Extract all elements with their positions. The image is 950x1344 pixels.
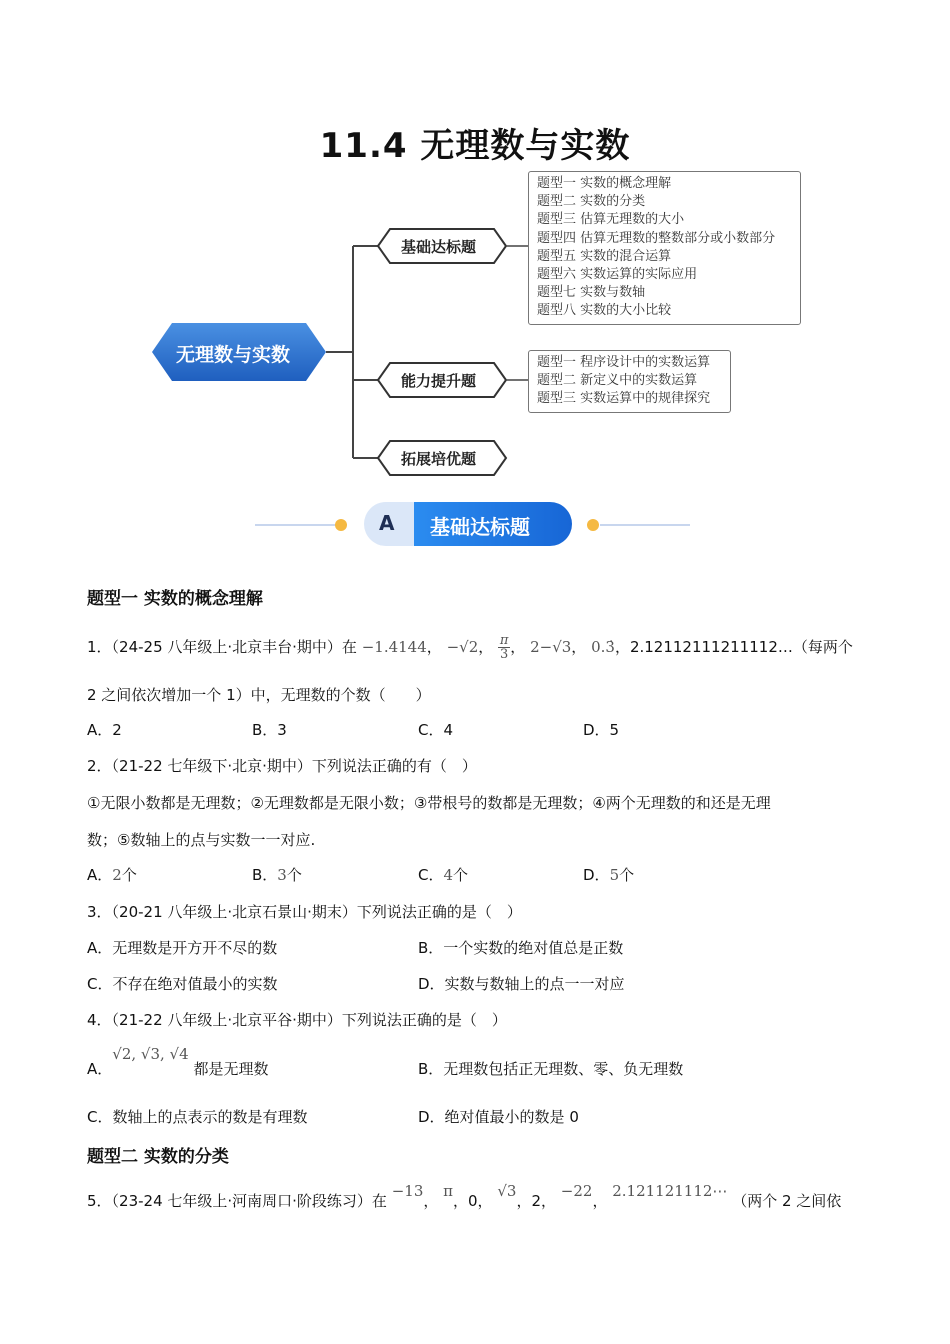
topic-item: 题型四 估算无理数的整数部分或小数部分: [537, 230, 776, 246]
topic-item: 题型二 实数的分类: [537, 194, 646, 210]
math-term: 0.3̇: [591, 638, 615, 656]
option-c: C．4个: [418, 866, 469, 884]
topic-item: 题型三 估算无理数的大小: [537, 212, 685, 228]
option-b: B．3: [252, 721, 287, 739]
question-1-line-2: 2 之间依次增加一个 1）中，无理数的个数（ ）: [87, 686, 431, 704]
option-c: C．不存在绝对值最小的实数: [87, 975, 278, 993]
mindmap-diagram: [0, 0, 950, 560]
branch-label-advanced: 能力提升题: [401, 372, 477, 390]
math-term: −13: [391, 1182, 424, 1200]
question-5: 5．（23-24 七年级上·河南周口·阶段练习）在 −13， π，0， √3，2， −22， 2.121121112⋯ （两个 2 之间依: [87, 1182, 842, 1210]
mindmap-root-label: 无理数与实数: [176, 344, 291, 366]
option-c: C．数轴上的点表示的数是有理数: [87, 1108, 308, 1126]
question-2: 2．（21-22 七年级下·北京·期中）下列说法正确的有（ ）: [87, 757, 477, 775]
option-b: B．一个实数的绝对值总是正数: [418, 939, 624, 957]
math-term: 2−√3: [530, 638, 572, 656]
option-a: A．2个: [87, 866, 137, 884]
question-1: 1．（24-25 八年级上·北京丰台·期中）在 −1.4144， −√2， $\frac{\pi}{3}$ ， 2−√3， 0.3̇，2.12112111211112…（每两个: [87, 633, 853, 662]
option-c: C．4: [418, 721, 454, 739]
topic-item: 题型七 实数与数轴: [537, 285, 646, 301]
topic-item: 题型二 新定义中的实数运算: [537, 373, 698, 389]
banner-letter: A: [379, 511, 395, 535]
question-2-line-2: ①无限小数都是无理数；②无理数都是无限小数；③带根号的数都是无理数；④两个无理数的和还是无理: [87, 794, 771, 812]
question-3: 3．（20-21 八年级上·北京石景山·期末）下列说法正确的是（ ）: [87, 903, 522, 921]
topic-item: 题型一 实数的概念理解: [537, 176, 672, 191]
basic-topic-list: [528, 171, 801, 325]
option-d: D．5: [583, 721, 620, 739]
math-term: √2, √3, √4: [112, 1045, 189, 1063]
math-term: −1.4144: [361, 638, 427, 656]
option-a: A．√2, √3, √4 都是无理数: [87, 1045, 269, 1078]
option-a: A．2: [87, 721, 122, 739]
math-term: −22: [560, 1182, 593, 1200]
branch-label-basic: 基础达标题: [401, 238, 477, 256]
topic-item: 题型五 实数的混合运算: [537, 248, 672, 264]
option-d: D．实数与数轴上的点一一对应: [418, 975, 625, 993]
math-term: √3: [497, 1182, 517, 1200]
math-term: π: [443, 1182, 454, 1200]
option-d: D．绝对值最小的数是 0: [418, 1108, 579, 1126]
question-4: 4．（21-22 八年级上·北京平谷·期中）下列说法正确的是（ ）: [87, 1011, 507, 1029]
branch-label-extension: 拓展培优题: [401, 450, 477, 468]
option-d: D．5个: [583, 866, 635, 884]
option-b: B．3个: [252, 866, 302, 884]
page-title: 11.4 无理数与实数: [319, 126, 631, 166]
topic-item: 题型一 程序设计中的实数运算: [537, 355, 711, 370]
question-2-line-3: 数；⑤数轴上的点与实数一一对应.: [87, 831, 316, 849]
math-term: −√2: [446, 638, 479, 656]
topic-item: 题型六 实数运算的实际应用: [537, 267, 698, 283]
section-heading-1: 题型一 实数的概念理解: [87, 589, 263, 609]
topic-item: 题型三 实数运算中的规律探究: [537, 391, 711, 407]
math-fraction: $\frac{\pi}{3}$: [499, 633, 509, 662]
banner-label: 基础达标题: [430, 515, 530, 539]
section-heading-2: 题型二 实数的分类: [87, 1147, 229, 1167]
option-a: A．无理数是开方开不尽的数: [87, 939, 278, 957]
advanced-topic-list: [528, 350, 731, 413]
option-b: B．无理数包括正无理数、零、负无理数: [418, 1060, 684, 1078]
topic-item: 题型八 实数的大小比较: [537, 303, 672, 319]
math-term: 2.121121112⋯: [612, 1182, 728, 1200]
